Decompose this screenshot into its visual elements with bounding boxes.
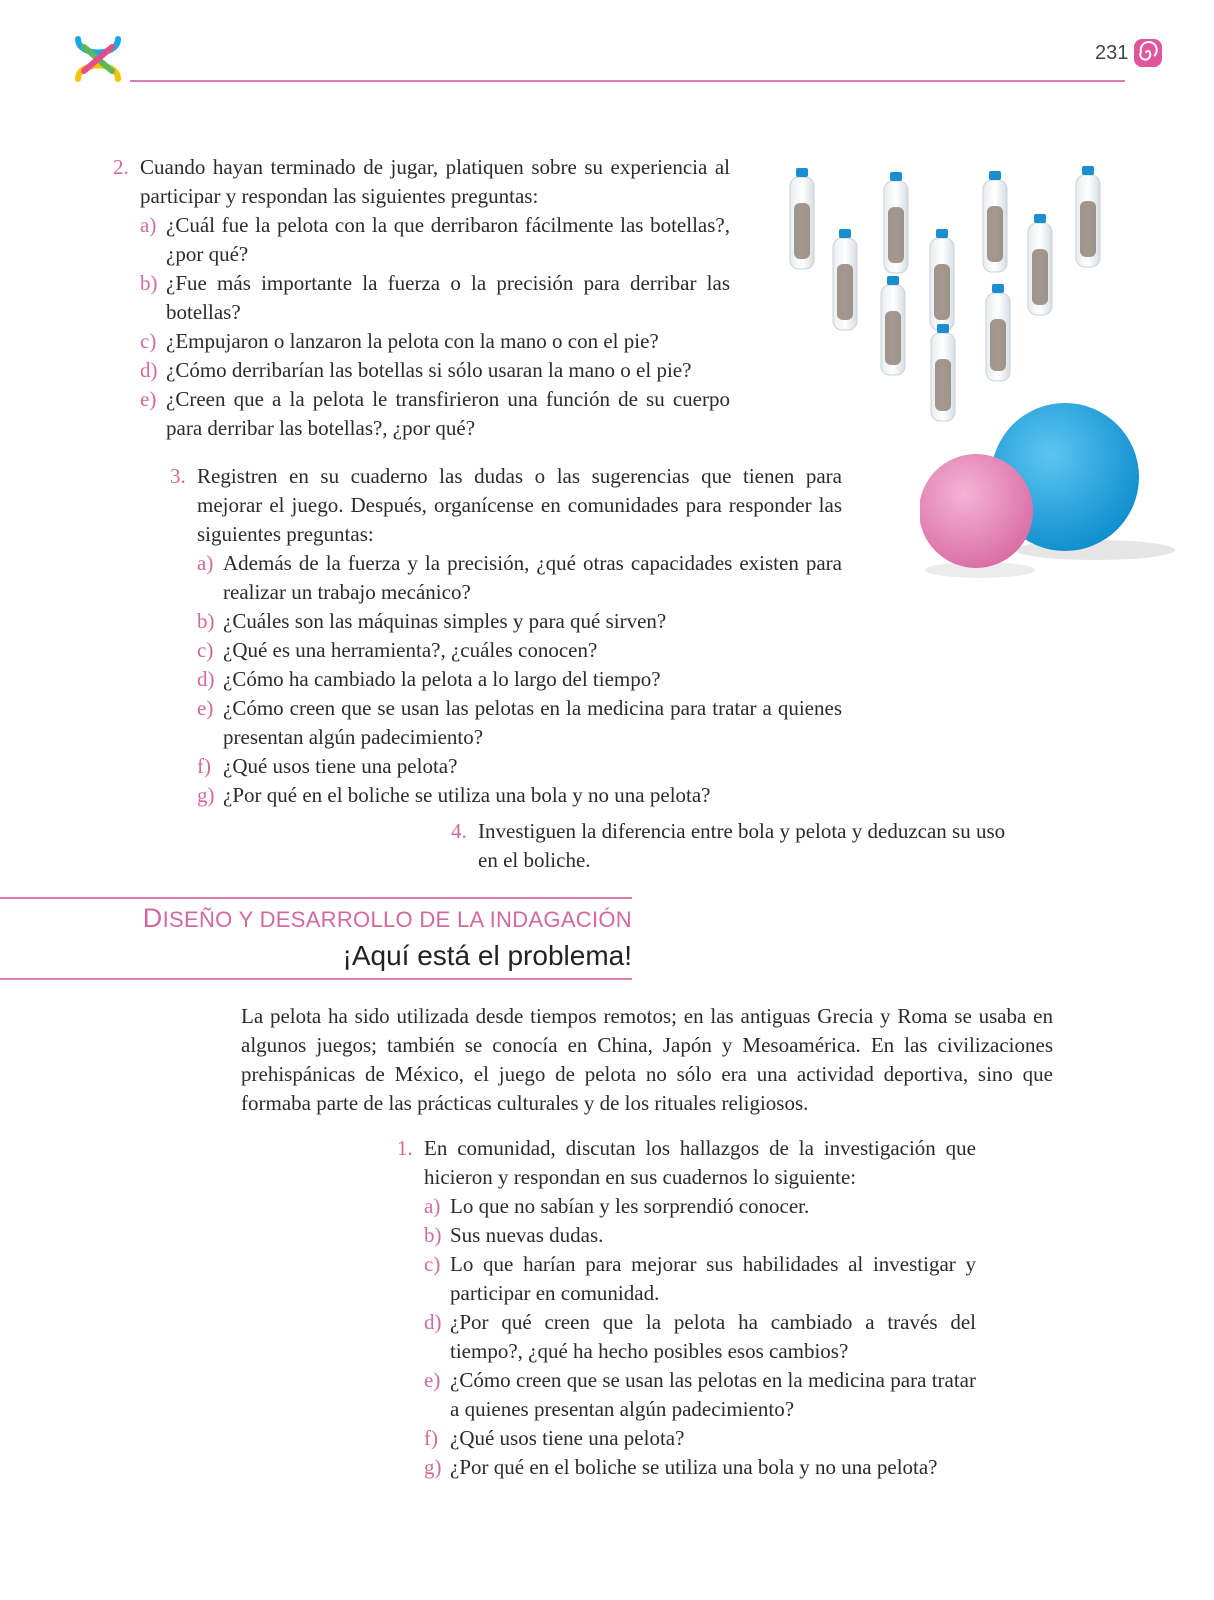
list-item: c) ¿Qué es una herramienta?, ¿cuáles conocen? xyxy=(197,638,598,662)
question-number: 1. xyxy=(397,1136,413,1160)
list-item: g) ¿Por qué en el boliche se utiliza una bola y no una pelota? xyxy=(197,783,711,807)
program-logo-icon xyxy=(70,33,126,85)
section-subtitle: ¡Aquí está el problema! xyxy=(342,940,632,971)
list-item: a) ¿Cuál fue la pelota con la que derribaron fácilmente las botellas?, ¿por qué? xyxy=(140,213,730,266)
list-item: d) ¿Cómo derribarían las botellas si sólo usaran la mano o el pie? xyxy=(140,358,692,382)
question-text: En comunidad, discutan los hallazgos de la investigación que hicieron y respondan en sus cuadernos lo siguiente: xyxy=(424,1136,976,1189)
list-item: a) Además de la fuerza y la precisión, ¿qué otras capacidades existen para realizar un trabajo mecánico? xyxy=(197,551,842,604)
question-4 xyxy=(451,817,1008,875)
page-number: 231 xyxy=(1095,42,1129,64)
question-text: Cuando hayan terminado de jugar, platiquen sobre su experiencia al participar y respondan las siguientes preguntas: xyxy=(140,155,730,208)
question-number: 2. xyxy=(113,155,129,179)
list-item: e) ¿Cómo creen que se usan las pelotas en la medicina para tratar a quienes presentan algún padecimiento? xyxy=(424,1368,976,1421)
list-item: b) ¿Cuáles son las máquinas simples y para qué sirven? xyxy=(197,609,667,633)
question-2 xyxy=(113,153,730,443)
list-item: c) ¿Empujaron o lanzaron la pelota con la mano o con el pie? xyxy=(140,329,659,353)
intro-paragraph: La pelota ha sido utilizada desde tiempos remotos; en las antiguas Grecia y Roma se usaba en algunos juegos; también se conocía en China, Japón y Mesoamérica. En las civilizaciones prehispánicas de México, el juego de pelota no sólo era una actividad deportiva, sino que formaba parte de las prácticas culturales y de los rituales religiosos. xyxy=(241,1004,1053,1115)
header-rule xyxy=(130,80,1125,82)
question-number: 3. xyxy=(170,464,186,488)
question-3 xyxy=(170,462,842,810)
list-item: c) Lo que harían para mejorar sus habilidades al investigar y participar en comunidad. xyxy=(424,1252,976,1305)
list-item: f) ¿Qué usos tiene una pelota? xyxy=(197,754,458,778)
question-number: 4. xyxy=(451,819,467,843)
list-item: b) Sus nuevas dudas. xyxy=(424,1223,604,1247)
section-rule-top xyxy=(0,897,632,899)
list-item: f) ¿Qué usos tiene una pelota? xyxy=(424,1426,685,1450)
list-item: b) ¿Fue más importante la fuerza o la precisión para derribar las botellas? xyxy=(140,271,730,324)
list-item: g) ¿Por qué en el boliche se utiliza una bola y no una pelota? xyxy=(424,1455,938,1479)
pink-ball xyxy=(920,454,1033,568)
section-rule-bottom xyxy=(0,978,632,980)
community-question-1 xyxy=(397,1134,976,1482)
spiral-glyph-icon xyxy=(1133,38,1163,68)
section-title: DISEÑO Y DESARROLLO DE LA INDAGACIÓN xyxy=(142,903,632,933)
list-item: d) ¿Por qué creen que la pelota ha cambiado a través del tiempo?, ¿qué ha hecho posibles esos cambios? xyxy=(424,1310,976,1363)
list-item: e) ¿Creen que a la pelota le transfirieron una función de su cuerpo para derribar las botellas?, ¿por qué? xyxy=(140,387,730,440)
question-text: Investiguen la diferencia entre bola y pelota y deduzcan su uso en el boliche. xyxy=(478,819,1006,872)
list-item: d) ¿Cómo ha cambiado la pelota a lo largo del tiempo? xyxy=(197,667,661,691)
list-item: e) ¿Cómo creen que se usan las pelotas en la medicina para tratar a quienes presentan algún padecimiento? xyxy=(197,696,842,749)
balls-illustration xyxy=(920,400,1180,585)
question-text: Registren en su cuaderno las dudas o las sugerencias que tienen para mejorar el juego. Después, organícense en comunidades para responder las siguientes preguntas: xyxy=(197,464,842,546)
list-item: a) Lo que no sabían y les sorprendió conocer. xyxy=(424,1194,810,1218)
bottles-illustration xyxy=(785,163,1155,423)
